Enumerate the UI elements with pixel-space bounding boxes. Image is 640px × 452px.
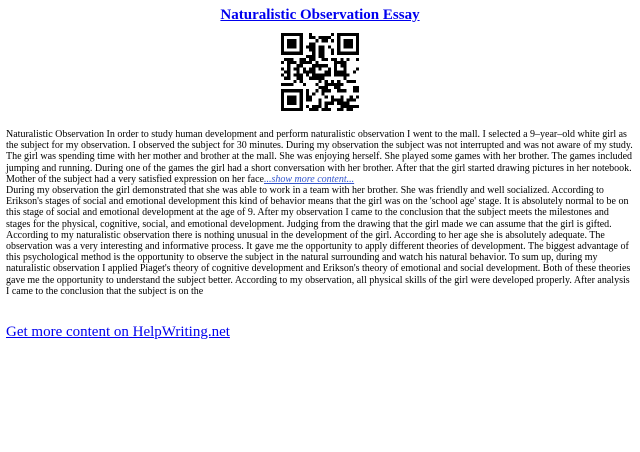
show-more-link[interactable]: ...show more content... [263,173,355,185]
get-more-content-link[interactable]: Get more content on HelpWriting.net [6,324,230,340]
essay-paragraph-1-text: Naturalistic Observation In order to study human development and perform naturalistic observation I went to the mall. I selected a 9–year–old white girl as the subject for my observation. I observed the subject for 30 minutes. During my observation the subject was not interrupted and was not aware of my study. The girl was spending time with her mother and brother at the mall. She was enjoying herself. She played some games with her brother. The games included jumping and running. During one of the games the girl had a short conversation with her brother. After that the girl started drawing pictures in her notebook. Mother of the subject had a very satisfied expression on her face [6,129,633,185]
essay-body [6,129,633,297]
get-more-content [6,323,230,341]
title-link[interactable]: Naturalistic Observation Essay [220,7,420,23]
page-title [0,6,640,24]
essay-paragraph-1 [6,129,633,185]
essay-paragraph-2: During my observation the girl demonstrated that she was able to work in a team with her brother. She was friendly and well socialized. According to Erikson's stages of social and emotional development this kind of behavior means that the girl was on the 'school age' stage. It is absolutely normal to be on this stage of social and emotional development at the age of 9. After my observation I came to the conclusion that the subject meets the milestones and stages for the physical, cognitive, social, and emotional development. Judging from the drawing that the girl made we can assume that the girl is gifted. According to my naturalistic observation there is nothing unusual in the development of the girl. According to her age she is absolutely adequate. The observation was a very interesting and informative process. It gave me the opportunity to apply different theories of development. The biggest advantage of this psychological method is the opportunity to observe the subject in the natural surrounding and watch his natural behavior. To sum up, during my naturalistic observation I applied Piaget's theory of cognitive development and Erikson's theory of emotional and social development. Both of these theories gave me the opportunity to understand the subject better. According to my observation, all physical skills of the girl were developed properly. After analysis I came to the conclusion that the subject is on the [6,185,631,297]
qr-code-icon [281,33,359,111]
